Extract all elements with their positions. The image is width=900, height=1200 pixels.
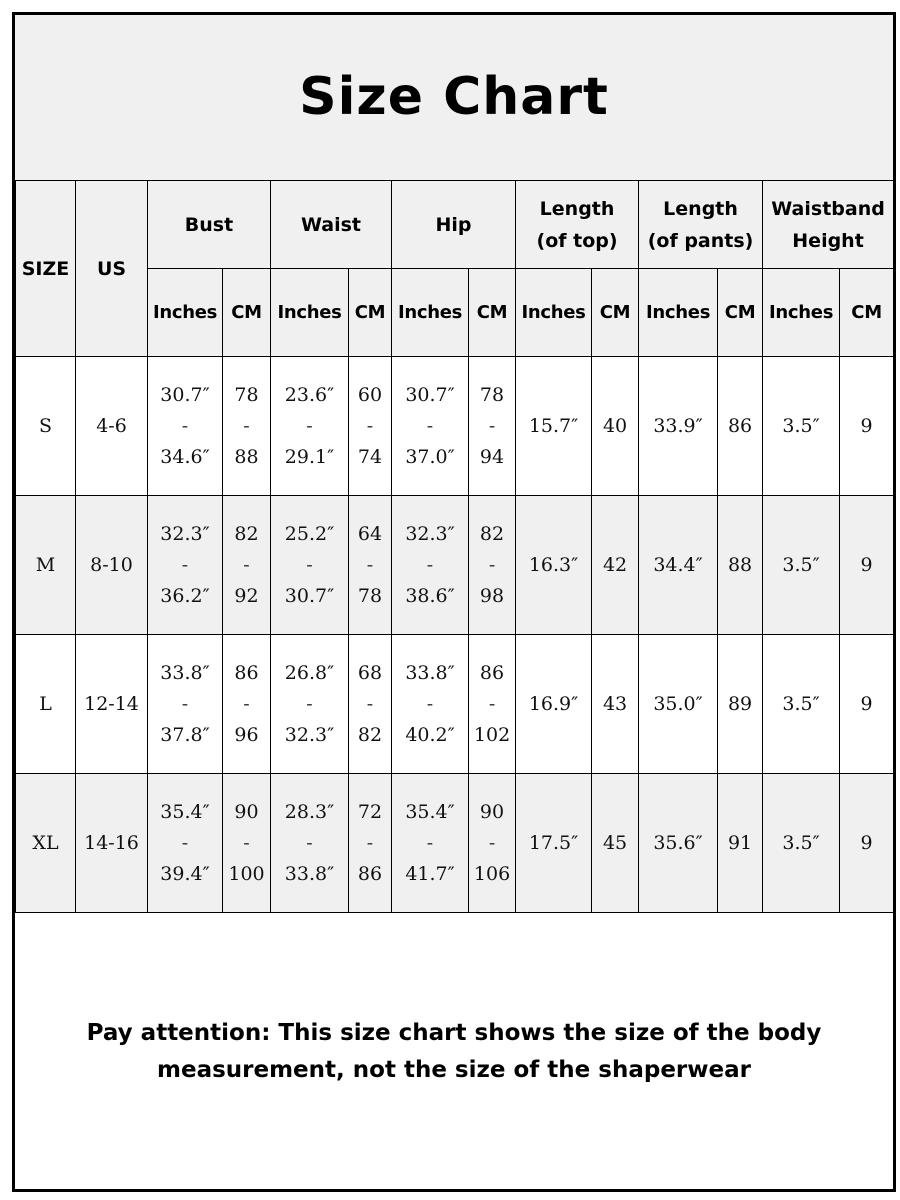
range-end: 82 bbox=[357, 723, 383, 746]
cell-hip-in bbox=[392, 635, 469, 774]
cell-waist-cm bbox=[349, 774, 392, 913]
range-start: 72 bbox=[357, 800, 383, 823]
unit-inches-label: Inches bbox=[645, 302, 711, 323]
unit-inches bbox=[639, 269, 718, 357]
range-end: 37.8″ bbox=[160, 723, 210, 746]
range-start: 30.7″ bbox=[160, 383, 210, 406]
range-end: 92 bbox=[234, 584, 259, 607]
cell-band-cm: 9 bbox=[840, 635, 894, 774]
cell-hip-cm bbox=[469, 496, 516, 635]
range-start: 28.3″ bbox=[284, 800, 335, 823]
range-start: 26.8″ bbox=[284, 661, 335, 684]
range-start: 30.7″ bbox=[405, 383, 455, 406]
cell-bust-in bbox=[148, 774, 223, 913]
cell-top-cm: 43 bbox=[592, 635, 639, 774]
range-start: 60 bbox=[357, 383, 383, 406]
range-start: 90 bbox=[479, 800, 505, 823]
cell-top-in: 17.5″ bbox=[516, 774, 592, 913]
table-row-m bbox=[16, 496, 894, 635]
range-dash: - bbox=[181, 692, 189, 715]
cell-waist-cm bbox=[349, 357, 392, 496]
cell-us: 12-14 bbox=[76, 635, 148, 774]
range-start: 78 bbox=[234, 383, 259, 406]
range-dash: - bbox=[366, 414, 374, 437]
cell-hip-in bbox=[392, 357, 469, 496]
header-length-top bbox=[516, 181, 639, 269]
unit-cm-label: CM bbox=[599, 302, 631, 323]
range-dash: - bbox=[426, 553, 434, 576]
header-size bbox=[16, 181, 76, 357]
page-title: Size Chart bbox=[299, 66, 609, 127]
cell-pants-cm: 89 bbox=[718, 635, 763, 774]
cell-top-in: 16.3″ bbox=[516, 496, 592, 635]
range-end: 37.0″ bbox=[405, 445, 455, 468]
cell-band-in: 3.5″ bbox=[763, 357, 840, 496]
header-row-units bbox=[16, 269, 894, 357]
cell-pants-in: 35.0″ bbox=[639, 635, 718, 774]
unit-cm bbox=[718, 269, 763, 357]
cell-pants-in: 35.6″ bbox=[639, 774, 718, 913]
range-start: 32.3″ bbox=[405, 522, 455, 545]
header-waist bbox=[271, 181, 392, 269]
cell-pants-cm: 86 bbox=[718, 357, 763, 496]
cell-bust-in bbox=[148, 496, 223, 635]
range-end: 74 bbox=[357, 445, 383, 468]
header-length-pants bbox=[639, 181, 763, 269]
range-dash: - bbox=[306, 831, 313, 854]
range-end: 32.3″ bbox=[284, 723, 335, 746]
range-dash: - bbox=[243, 553, 250, 576]
range-dash: - bbox=[366, 831, 374, 854]
header-hip bbox=[392, 181, 516, 269]
unit-inches bbox=[392, 269, 469, 357]
cell-pants-in: 33.9″ bbox=[639, 357, 718, 496]
range-dash: - bbox=[488, 553, 496, 576]
cell-bust-in bbox=[148, 357, 223, 496]
header-length-pants-line1: Length bbox=[663, 197, 738, 220]
cell-top-in: 15.7″ bbox=[516, 357, 592, 496]
range-dash: - bbox=[306, 692, 313, 715]
range-end: 94 bbox=[479, 445, 505, 468]
header-waist-label: Waist bbox=[301, 213, 362, 236]
range-end: 38.6″ bbox=[405, 584, 455, 607]
range-dash: - bbox=[488, 692, 496, 715]
range-end: 36.2″ bbox=[160, 584, 210, 607]
range-dash: - bbox=[366, 553, 374, 576]
table-row-s bbox=[16, 357, 894, 496]
header-waistband-line1: Waistband bbox=[771, 197, 885, 220]
range-dash: - bbox=[426, 831, 434, 854]
cell-top-cm: 42 bbox=[592, 496, 639, 635]
range-end: 33.8″ bbox=[284, 862, 335, 885]
cell-us: 8-10 bbox=[76, 496, 148, 635]
header-us bbox=[76, 181, 148, 357]
range-end: 29.1″ bbox=[284, 445, 335, 468]
header-bust-label: Bust bbox=[184, 213, 234, 236]
cell-waist-in bbox=[271, 357, 349, 496]
cell-us: 4-6 bbox=[76, 357, 148, 496]
unit-inches bbox=[763, 269, 840, 357]
cell-hip-cm bbox=[469, 357, 516, 496]
range-start: 86 bbox=[234, 661, 259, 684]
cell-size: XL bbox=[16, 774, 76, 913]
range-start: 82 bbox=[479, 522, 505, 545]
header-length-top-line1: Length bbox=[539, 197, 615, 220]
cell-pants-cm: 91 bbox=[718, 774, 763, 913]
range-start: 23.6″ bbox=[284, 383, 335, 406]
unit-cm-label: CM bbox=[354, 302, 386, 323]
cell-band-cm: 9 bbox=[840, 496, 894, 635]
unit-inches-label: Inches bbox=[152, 302, 218, 323]
cell-band-in: 3.5″ bbox=[763, 774, 840, 913]
cell-waist-cm bbox=[349, 496, 392, 635]
range-dash: - bbox=[488, 831, 496, 854]
range-end: 41.7″ bbox=[405, 862, 455, 885]
range-start: 25.2″ bbox=[284, 522, 335, 545]
header-length-top-line2: (of top) bbox=[536, 229, 618, 252]
range-dash: - bbox=[488, 414, 496, 437]
range-end: 106 bbox=[473, 862, 511, 885]
range-dash: - bbox=[306, 553, 313, 576]
cell-top-cm: 45 bbox=[592, 774, 639, 913]
unit-cm-label: CM bbox=[724, 302, 756, 323]
range-dash: - bbox=[243, 831, 250, 854]
cell-bust-cm bbox=[223, 774, 271, 913]
unit-cm-label: CM bbox=[851, 302, 882, 323]
cell-us: 14-16 bbox=[76, 774, 148, 913]
unit-cm bbox=[469, 269, 516, 357]
header-length-pants-line2: (of pants) bbox=[647, 229, 754, 252]
range-dash: - bbox=[426, 692, 434, 715]
header-waistband-line2: Height bbox=[792, 229, 864, 252]
size-table bbox=[15, 180, 894, 913]
header-waistband bbox=[763, 181, 894, 269]
range-dash: - bbox=[181, 414, 189, 437]
unit-inches-label: Inches bbox=[521, 302, 586, 323]
range-dash: - bbox=[366, 692, 374, 715]
header-size-label: SIZE bbox=[21, 257, 70, 280]
cell-top-cm: 40 bbox=[592, 357, 639, 496]
cell-hip-cm bbox=[469, 774, 516, 913]
cell-bust-cm bbox=[223, 496, 271, 635]
range-end: 102 bbox=[473, 723, 511, 746]
unit-cm bbox=[592, 269, 639, 357]
unit-inches-label: Inches bbox=[277, 302, 342, 323]
range-end: 40.2″ bbox=[405, 723, 455, 746]
range-end: 34.6″ bbox=[160, 445, 210, 468]
header-us-label: US bbox=[96, 257, 127, 280]
range-start: 32.3″ bbox=[160, 522, 210, 545]
range-start: 35.4″ bbox=[160, 800, 210, 823]
range-end: 96 bbox=[234, 723, 259, 746]
title-bar bbox=[15, 15, 893, 181]
range-start: 35.4″ bbox=[405, 800, 455, 823]
unit-inches bbox=[516, 269, 592, 357]
cell-hip-in bbox=[392, 774, 469, 913]
range-dash: - bbox=[181, 831, 189, 854]
unit-inches-label: Inches bbox=[768, 302, 834, 323]
range-dash: - bbox=[243, 414, 250, 437]
range-dash: - bbox=[426, 414, 434, 437]
unit-inches-label: Inches bbox=[397, 302, 463, 323]
size-chart-frame bbox=[12, 12, 896, 1192]
range-dash: - bbox=[181, 553, 189, 576]
range-dash: - bbox=[243, 692, 250, 715]
cell-hip-in bbox=[392, 496, 469, 635]
note-line-1: Pay attention: This size chart shows the size of the body bbox=[86, 1020, 822, 1046]
header-row-groups bbox=[16, 181, 894, 269]
range-end: 30.7″ bbox=[284, 584, 335, 607]
cell-bust-cm bbox=[223, 635, 271, 774]
unit-cm-label: CM bbox=[231, 302, 262, 323]
range-start: 68 bbox=[357, 661, 383, 684]
cell-bust-in bbox=[148, 635, 223, 774]
cell-size: L bbox=[16, 635, 76, 774]
cell-size: S bbox=[16, 357, 76, 496]
range-end: 88 bbox=[234, 445, 259, 468]
unit-cm-label: CM bbox=[476, 302, 508, 323]
cell-size: M bbox=[16, 496, 76, 635]
cell-hip-cm bbox=[469, 635, 516, 774]
range-start: 90 bbox=[234, 800, 259, 823]
cell-pants-cm: 88 bbox=[718, 496, 763, 635]
unit-cm bbox=[349, 269, 392, 357]
cell-band-cm: 9 bbox=[840, 774, 894, 913]
range-start: 33.8″ bbox=[405, 661, 455, 684]
table-row-l bbox=[16, 635, 894, 774]
cell-band-cm: 9 bbox=[840, 357, 894, 496]
header-hip-label: Hip bbox=[435, 213, 472, 236]
range-end: 39.4″ bbox=[160, 862, 210, 885]
note-line-2: measurement, not the size of the shaperwear bbox=[157, 1057, 751, 1083]
cell-waist-cm bbox=[349, 635, 392, 774]
range-start: 78 bbox=[479, 383, 505, 406]
range-end: 78 bbox=[357, 584, 383, 607]
range-start: 33.8″ bbox=[160, 661, 210, 684]
cell-pants-in: 34.4″ bbox=[639, 496, 718, 635]
cell-waist-in bbox=[271, 496, 349, 635]
unit-cm bbox=[223, 269, 271, 357]
cell-waist-in bbox=[271, 635, 349, 774]
unit-cm bbox=[840, 269, 894, 357]
cell-bust-cm bbox=[223, 357, 271, 496]
unit-inches bbox=[271, 269, 349, 357]
range-dash: - bbox=[306, 414, 313, 437]
range-end: 86 bbox=[357, 862, 383, 885]
attention-note bbox=[15, 1015, 893, 1089]
range-start: 86 bbox=[479, 661, 505, 684]
table-row-xl bbox=[16, 774, 894, 913]
cell-band-in: 3.5″ bbox=[763, 496, 840, 635]
unit-inches bbox=[148, 269, 223, 357]
header-bust bbox=[148, 181, 271, 269]
range-start: 82 bbox=[234, 522, 259, 545]
range-end: 98 bbox=[479, 584, 505, 607]
range-end: 100 bbox=[228, 862, 265, 885]
cell-band-in: 3.5″ bbox=[763, 635, 840, 774]
cell-top-in: 16.9″ bbox=[516, 635, 592, 774]
cell-waist-in bbox=[271, 774, 349, 913]
range-start: 64 bbox=[357, 522, 383, 545]
